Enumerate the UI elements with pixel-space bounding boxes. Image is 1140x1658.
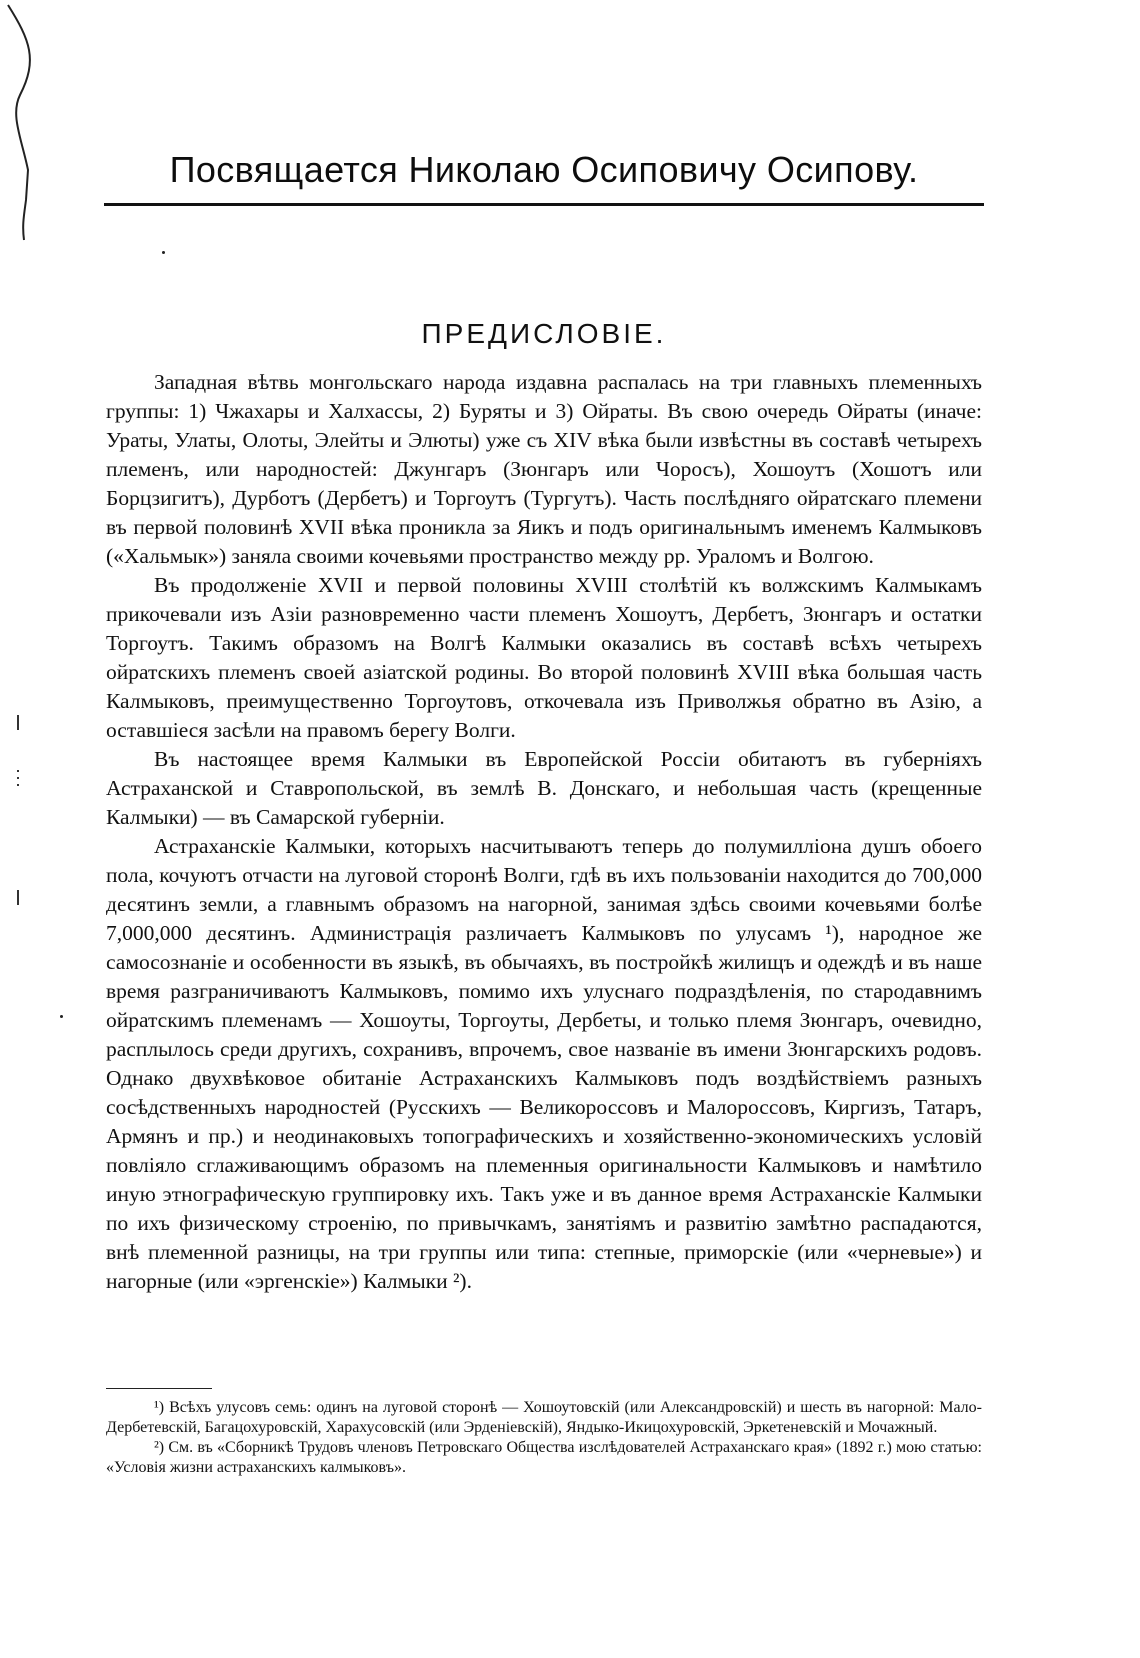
paragraph: Въ продолженіе XVII и первой половины XVIII столѣтій къ волжскимъ Калмыкамъ прикочевали изъ Азіи разновременно части племенъ Хошоутъ, Дербетъ, Зюнгаръ и остатки Торгоутъ. Такимъ образомъ на Волгѣ Калмыки оказались въ составѣ всѣхъ четырехъ ойратскихъ племенъ своей азіатской родины. Во второй половинѣ XVIII вѣка большая часть Калмыковъ, преимущественно Торгоутовъ, откочевала изъ Приволжья обратно въ Азію, а оставшіеся засѣли на правомъ берегу Волги. (106, 573, 982, 742)
page-edge-marks (0, 0, 60, 1658)
dedication-underline (104, 203, 984, 206)
preface-title: ПРЕДИСЛОВІЕ. (421, 318, 667, 349)
paragraph: Въ настоящее время Калмыки въ Европейской Россіи обитаютъ въ губерніяхъ Астраханской и Ставропольской, въ землѣ В. Донскаго, и небольшая часть (крещенные Калмыки) — въ Самарской губерніи. (106, 747, 982, 829)
stray-mark (162, 251, 165, 254)
footnote: ²) См. въ «Сборникѣ Трудовъ членовъ Петровскаго Общества изслѣдователей Астраханскаго края» (1892 г.) мою статью: «Условія жизни астраханскихъ калмыковъ». (106, 1439, 982, 1476)
footnotes (106, 1398, 982, 1478)
dedication-heading: Посвящается Николаю Осиповичу Осипову. (169, 149, 919, 190)
paragraph: Астраханскіе Калмыки, которыхъ насчитываютъ теперь до полумилліона душъ обоего пола, кочуютъ отчасти на луговой сторонѣ Волги, гдѣ въ ихъ пользованіи находится до 700,000 десятинъ земли, а главнымъ образомъ на нагорной, занимая здѣсь своими кочевьями болѣе 7,000,000 десятинъ. Администрація различаетъ Калмыковъ по улусамъ ¹), народное же самосознаніе и особенности въ языкѣ, въ обычаяхъ, въ постройкѣ жилищъ и одеждѣ и въ наше время разграничиваютъ Калмыковъ, помимо ихъ улуснаго подраздѣленія, по стародавнимъ ойратскимъ племенамъ — Хошоуты, Торгоуты, Дербеты, и только племя Зюнгаръ, очевидно, расплылось среди другихъ, сохранивъ, впрочемъ, свое названіе въ имени Зюнгарскихъ родовъ. Однако двухвѣковое обитаніе Астраханскихъ Калмыковъ подъ воздѣйствіемъ разныхъ сосѣдственныхъ народностей (Русскихъ — Великороссовъ и Малороссовъ, Киргизъ, Татаръ, Армянъ и пр.) и неодинаковыхъ топографическихъ и хозяйственно-экономическихъ условій повліяло сглаживающимъ образомъ на племенныя оригинальности Калмыковъ и намѣтило иную этнографическую группировку ихъ. Такъ уже и въ данное время Астраханскіе Калмыки по ихъ физическому строенію, по привычкамъ, занятіямъ и развитію замѣтно распадаются, внѣ племенной разницы, на три группы или типа: степные, приморскіе (или «черневые») и нагорные (или «эргенскіе») Калмыки ²). (106, 834, 982, 1293)
stray-mark (60, 1015, 63, 1018)
footnote-divider (106, 1388, 212, 1389)
footnote: ¹) Всѣхъ улусовъ семь: одинъ на луговой сторонѣ — Хошоутовскій (или Александровскій) и шесть въ нагорной: Мало-Дербетевскій, Багацохуровскій, Харахусовскій (или Эрденіевскій), Яндыко-Икицохуровскій, Эркетеневскій и Мочажный. (106, 1399, 982, 1436)
preface-body (106, 368, 982, 1296)
paragraph: Западная вѣтвь монгольскаго народа издавна распалась на три главныхъ племенныхъ группы: 1) Чжахары и Халхассы, 2) Буряты и 3) Ойраты. Въ свою очередь Ойраты (иначе: Ураты, Улаты, Олоты, Элейты и Элюты) уже съ XIV вѣка были извѣстны въ составѣ четырехъ племенъ, или народностей: Джунгаръ (Зюнгаръ или Чоросъ), Хошоутъ (Хошотъ или Борцзигитъ), Дурботъ (Дербетъ) и Торгоутъ (Тургутъ). Часть послѣдняго ойратскаго племени въ первой половинѣ XVII вѣка проникла за Яикъ и подъ оригинальнымъ именемъ Калмыковъ («Хальмык») заняла своими кочевьями пространство между рр. Ураломъ и Волгою. (106, 370, 982, 568)
